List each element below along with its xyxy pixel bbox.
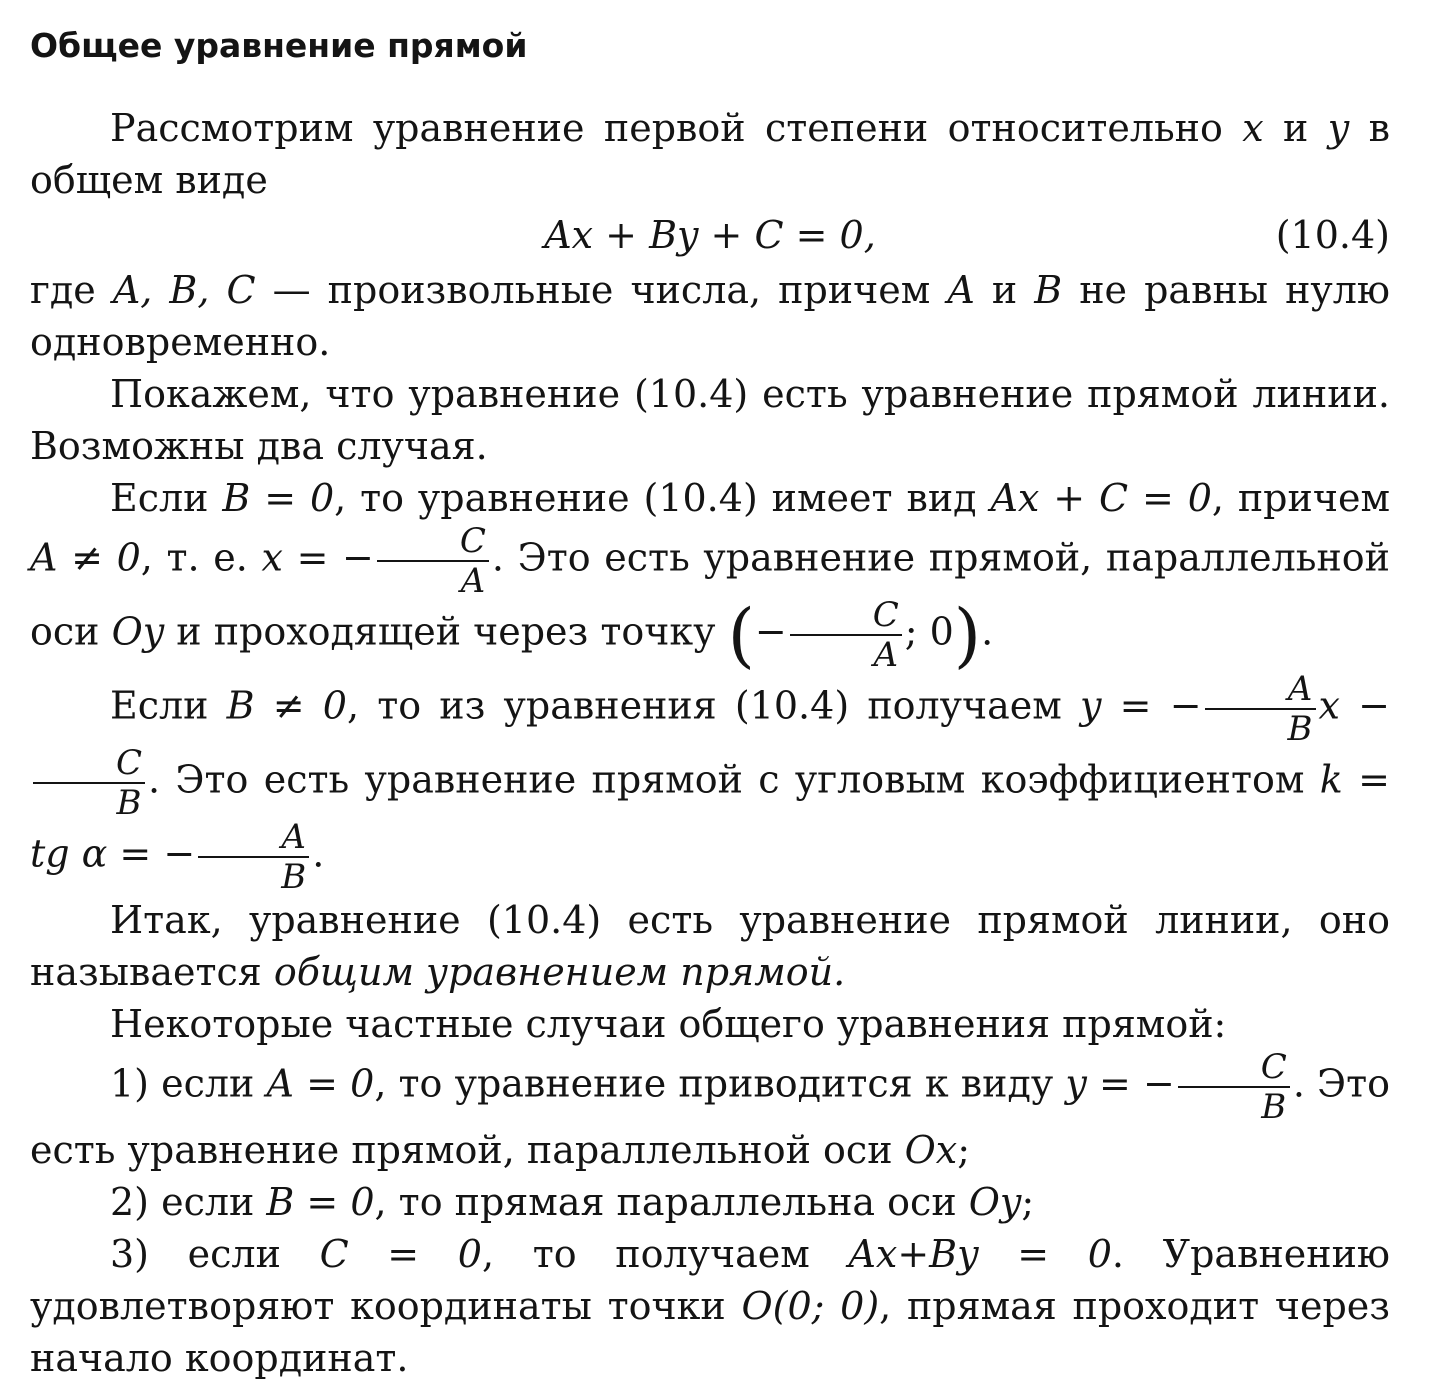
fraction-point-c-over-a: $\frac{C}{A}$ bbox=[790, 598, 902, 672]
equation-10-4 bbox=[30, 206, 1390, 264]
fraction-c-over-a: $\frac{C}{A}$ bbox=[377, 524, 489, 598]
case-3: 3) если C = 0, то получаем Ax+By = 0. Уравнению удовлетворяют координаты точки O(0; 0), прямая проходит через начало координат. bbox=[30, 1232, 1391, 1380]
section-heading: Общее уравнение прямой bbox=[30, 26, 528, 65]
paragraph-intro: Рассмотрим уравнение первой степени относительно x и y в общем виде bbox=[30, 106, 1390, 202]
paragraph-case-b-zero: Если B = 0, то уравнение (10.4) имеет вид Ax + C = 0, причем A ≠ 0, т. е. x = − $\frac{C}{A}$ . Это есть уравнение прямой, параллельной оси Oy и проходящей через точку (− $\frac{C}{A}$ ; 0). bbox=[30, 476, 1391, 676]
paragraph-conclusion: Итак, уравнение (10.4) есть уравнение прямой линии, оно называется общим уравнением прямой. bbox=[30, 898, 1390, 994]
term-general-equation: общим уравнением прямой. bbox=[273, 950, 846, 994]
fraction-slope: $\frac{A}{B}$ bbox=[198, 820, 309, 894]
case-1: 1) если A = 0, то уравнение приводится к виду y = − $\frac{C}{B}$ . Это есть уравнение прямой, параллельной оси Ox; bbox=[30, 1047, 1391, 1172]
paragraph-special-cases: Некоторые частные случаи общего уравнения прямой: bbox=[110, 1002, 1227, 1046]
paragraph-coefficients: где A, B, C — произвольные числа, причем A и B не равны нулю одновременно. bbox=[30, 268, 1390, 364]
textbook-page bbox=[30, 22, 1390, 1384]
fraction-c-over-b: $\frac{C}{B}$ bbox=[33, 746, 145, 820]
var-y: y bbox=[1327, 106, 1350, 150]
fraction-case1: $\frac{C}{B}$ bbox=[1178, 1050, 1290, 1124]
equation-number: (10.4) bbox=[1275, 213, 1390, 257]
var-x: x bbox=[1242, 106, 1264, 150]
equation-formula: Ax + By + C = 0, bbox=[544, 213, 876, 257]
case-2: 2) если B = 0, то прямая параллельна оси Oy; bbox=[110, 1180, 1035, 1224]
paragraph-case-b-nonzero: Если B ≠ 0, то из уравнения (10.4) получаем y = − $\frac{A}{B}$ x − $\frac{C}{B}$ . Это есть уравнение прямой с угловым коэффициентом k = tg α = − $\frac{A}{B}$ . bbox=[30, 669, 1390, 897]
paragraph-claim: Покажем, что уравнение (10.4) есть уравнение прямой линии. Возможны два случая. bbox=[30, 372, 1390, 468]
fraction-a-over-b: $\frac{A}{B}$ bbox=[1205, 672, 1316, 746]
